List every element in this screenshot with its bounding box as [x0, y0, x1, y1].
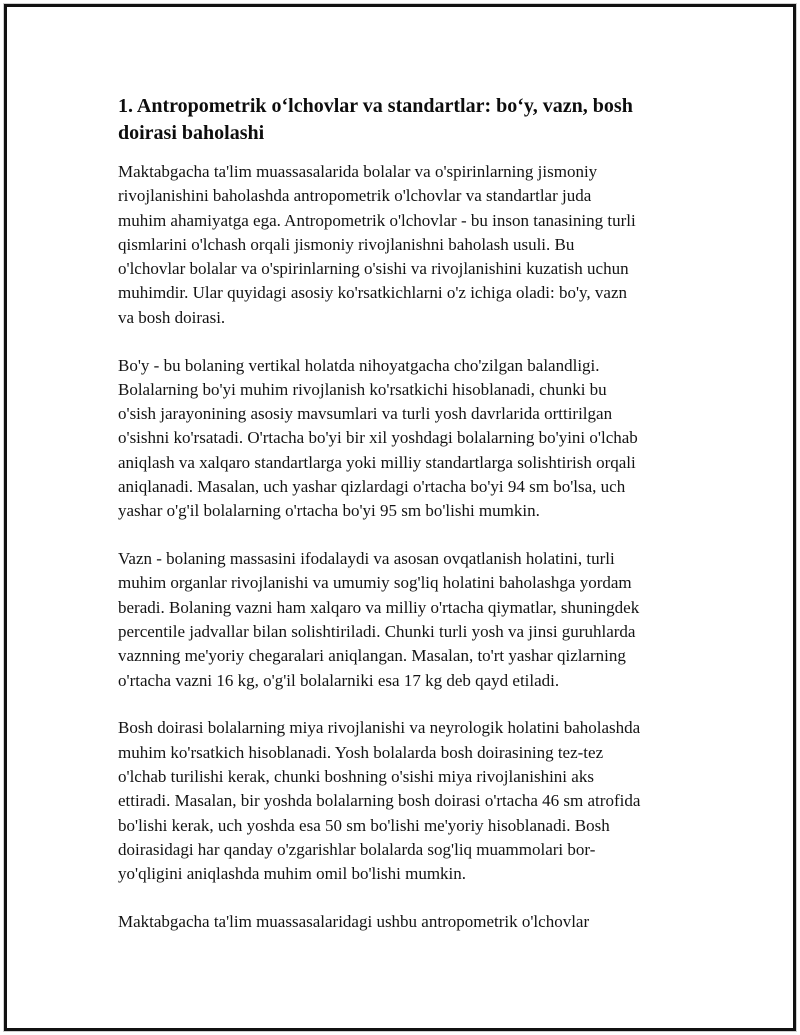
paragraph-line: bo'lishi kerak, uch yoshda esa 50 sm bo'lishi me'yoriy hisoblanadi. Bosh — [118, 815, 610, 835]
paragraph-line: o'lchovlar bolalar va o'spirinlarning o'sishi va rivojlanishini kuzatish uchun — [118, 259, 629, 279]
paragraph-line: o'sishni ko'rsatadi. O'rtacha bo'yi bir xil yoshdagi bolalarning bo'yini o'lchab — [118, 428, 638, 448]
heading-line: 1. Antropometrik o‘lchovlar va standartlar: bo‘y, vazn, bosh — [118, 95, 633, 117]
paragraph-line: Bosh doirasi bolalarning miya rivojlanishi va neyrologik holatini baholashda — [118, 718, 641, 738]
paragraph-line: va bosh doirasi. — [118, 307, 226, 327]
heading-line: doirasi baholashi — [118, 122, 265, 144]
document-body — [118, 93, 718, 958]
paragraph-line: o'lchab turilishi kerak, chunki boshning o'sishi miya rivojlanishini aks — [118, 767, 594, 787]
paragraph-line: Bolalarning bo'yi muhim rivojlanish ko'rsatkichi hisoblanadi, chunki bu — [118, 379, 607, 399]
paragraph-line: beradi. Bolaning vazni ham xalqaro va milliy o'rtacha qiymatlar, shuningdek — [118, 597, 640, 617]
paragraph-line: yo'qligini aniqlashda muhim omil bo'lishi mumkin. — [118, 864, 467, 884]
paragraph-line: muhim ko'rsatkich hisoblanadi. Yosh bolalarda bosh doirasining tez-tez — [118, 742, 604, 762]
paragraph — [118, 160, 718, 330]
paragraph-list — [118, 160, 718, 934]
paragraph-line: aniqlash va xalqaro standartlarga yoki milliy standartlarga solishtirish orqali — [118, 452, 636, 472]
paragraph-line: muhimdir. Ular quyidagi asosiy ko'rsatkichlarni o'z ichiga oladi: bo'y, vazn — [118, 283, 628, 303]
paragraph — [118, 716, 718, 886]
paragraph-line: aniqlanadi. Masalan, uch yashar qizlardagi o'rtacha bo'yi 94 sm bo'lsa, uch — [118, 477, 626, 497]
paragraph-line: percentile jadvallar bilan solishtiriladi. Chunki turli yosh va jinsi guruhlarda — [118, 622, 636, 642]
paragraph-line: Bo'y - bu bolaning vertikal holatda nihoyatgacha cho'zilgan balandligi. — [118, 355, 600, 375]
paragraph-line: vaznning me'yoriy chegaralari aniqlangan. Masalan, to'rt yashar qizlarning — [118, 646, 626, 666]
paragraph — [118, 354, 718, 524]
paragraph-line: o'sish jarayonining asosiy mavsumlari va turli yosh davrlarida orttirilgan — [118, 404, 613, 424]
paragraph-line: Maktabgacha ta'lim muassasalarida bolalar va o'spirinlarning jismoniy — [118, 162, 598, 181]
paragraph-line: o'rtacha vazni 16 kg, o'g'il bolalarniki esa 17 kg deb qayd etiladi. — [118, 670, 560, 690]
paragraph-line: doirasidagi har qanday o'zgarishlar bolalarda sog'liq muammolari bor- — [118, 839, 596, 859]
paragraph — [118, 547, 718, 693]
paragraph-line: muhim organlar rivojlanishi va umumiy sog'liq holatini baholashga yordam — [118, 573, 632, 593]
paragraph-line: rivojlanishini baholashda antropometrik o'lchovlar va standartlar juda — [118, 186, 592, 206]
paragraph-line: Vazn - bolaning massasini ifodalaydi va asosan ovqatlanish holatini, turli — [118, 549, 615, 569]
paragraph-line: muhim ahamiyatga ega. Antropometrik o'lchovlar - bu inson tanasining turli — [118, 210, 636, 230]
paragraph-line: yashar o'g'il bolalarning o'rtacha bo'yi 95 sm bo'lishi mumkin. — [118, 501, 540, 521]
paragraph-line: ettiradi. Masalan, bir yoshda bolalarning bosh doirasi o'rtacha 46 sm atrofida — [118, 791, 641, 811]
paragraph — [118, 910, 718, 934]
section-heading — [118, 93, 718, 147]
paragraph-line: Maktabgacha ta'lim muassasalaridagi ushbu antropometrik o'lchovlar — [118, 912, 590, 932]
paragraph-line: qismlarini o'lchash orqali jismoniy rivojlanishni baholash usuli. Bu — [118, 234, 575, 254]
